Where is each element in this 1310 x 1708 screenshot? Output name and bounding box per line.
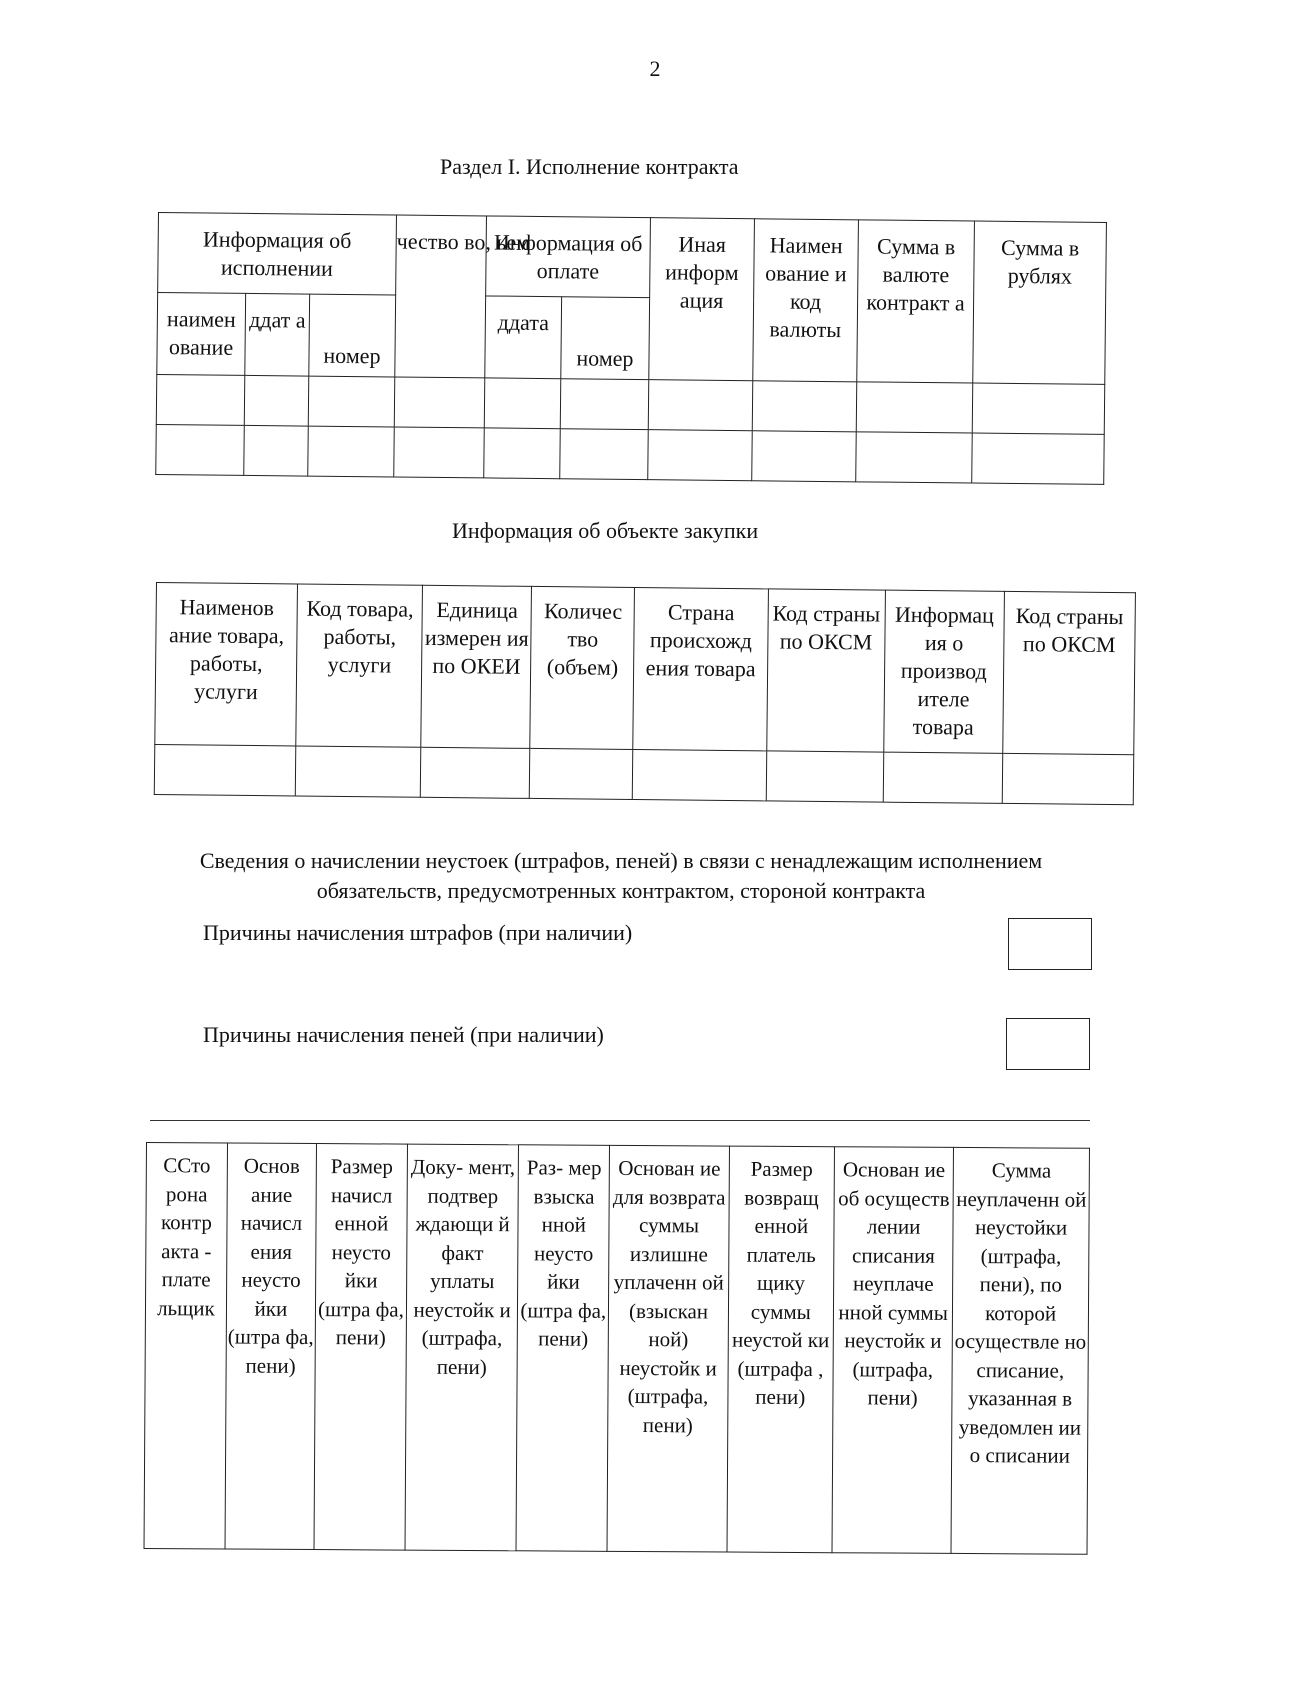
- table-cell[interactable]: [766, 751, 884, 802]
- header-refund-basis: Основан ие для возврата суммы излишне уплаченн ой (взыскан ной) неустойк и (штрафа, пени): [607, 1145, 729, 1552]
- penalties-table: [144, 1142, 1090, 1555]
- table-cell[interactable]: [394, 377, 485, 428]
- penalties-title: Сведения о начислении неустоек (штрафов, пеней) в связи с ненадлежащим исполнением обязательств, предусмотренных контрактом, стороной контракта: [199, 848, 1043, 903]
- table-cell[interactable]: [972, 383, 1105, 434]
- header-payer-party: ССто рона контр акта - плате льщик: [144, 1143, 227, 1549]
- header-accrual-basis: Основ ание начисл ения неусто йки (штра фа, пени): [225, 1143, 317, 1550]
- procurement-object-title: Информация об объекте закупки: [452, 518, 759, 543]
- header-writeoff-basis: Основан ие об осуществ лении списания неуплаче нной суммы неустойк и (штрафа, пени): [832, 1147, 954, 1554]
- penalties-reason-box[interactable]: [1006, 1018, 1090, 1070]
- contract-execution-table: [155, 212, 1107, 485]
- divider: [150, 1120, 1090, 1121]
- table-cell[interactable]: [560, 429, 649, 480]
- table-cell[interactable]: [244, 375, 309, 426]
- header-currency: Наимен ование и код валюты: [753, 219, 859, 382]
- table-cell[interactable]: [1002, 753, 1134, 804]
- header-manufacturer-info: Информац ия о производ ителе товара: [883, 590, 1004, 753]
- procurement-object-table: [154, 582, 1136, 805]
- header-pay-number: номер: [561, 297, 650, 380]
- header-item-name: Наименов ание товара, работы, услуги: [155, 583, 298, 746]
- header-writeoff-amount: Сумма неуплаченн ой неустойки (штрафа, пени), по которой осуществле но списание, указанная в уведомлен ии о списании: [951, 1147, 1089, 1554]
- table-cell[interactable]: [156, 374, 245, 425]
- table-cell[interactable]: [308, 426, 395, 477]
- header-name: наимен ование: [157, 293, 246, 376]
- table-cell[interactable]: [856, 382, 973, 433]
- header-refunded-amount: Размер возвращ енной платель щику суммы неустой ки (штрафа , пени): [727, 1146, 835, 1553]
- penalties-reason-label: Причины начисления пеней (при наличии): [203, 1022, 604, 1047]
- table-cell[interactable]: [633, 750, 767, 801]
- table-cell[interactable]: [156, 424, 245, 475]
- header-other-info: Иная информ ация: [649, 218, 755, 381]
- header-quantity: Количес тво (объем): [530, 586, 635, 749]
- header-number: номер: [309, 294, 396, 377]
- header-sum-currency: Сумма в валюте контракт а: [857, 220, 975, 383]
- table-row: [156, 424, 1104, 484]
- table-cell[interactable]: [484, 378, 561, 429]
- header-collected-amount: Раз- мер взыска нной неусто йки (штра фа, пени): [516, 1145, 610, 1552]
- header-origin-country: Страна происхожд ения товара: [633, 588, 768, 751]
- fines-reason-box[interactable]: [1008, 918, 1092, 970]
- section-1-title: Раздел I. Исполнение контракта: [440, 154, 739, 179]
- table-cell[interactable]: [752, 381, 857, 432]
- table-cell[interactable]: [648, 430, 753, 481]
- header-country-code: Код страны по ОКСМ: [766, 589, 885, 752]
- header-pay-date: ддата: [485, 296, 562, 379]
- table-cell[interactable]: [648, 380, 753, 431]
- table-cell[interactable]: [296, 746, 422, 797]
- fines-reason-label: Причины начисления штрафов (при наличии): [203, 920, 633, 945]
- header-payment-info: Информация об оплате: [486, 216, 651, 298]
- header-date: ддат а: [245, 293, 310, 376]
- header-payment-document: Доку- мент, подтвер ждающи й факт уплаты неустойк и (штрафа, пени): [405, 1144, 519, 1551]
- table-cell[interactable]: [154, 744, 296, 795]
- table-cell[interactable]: [560, 379, 649, 430]
- table-cell[interactable]: [484, 428, 561, 479]
- table-cell[interactable]: [856, 432, 973, 483]
- table-cell[interactable]: [394, 427, 485, 478]
- header-item-code: Код товара, работы, услуги: [296, 584, 423, 747]
- header-sum-rub: Сумма в рублях: [973, 221, 1107, 384]
- table-cell[interactable]: [752, 431, 857, 482]
- table-cell[interactable]: [972, 433, 1105, 484]
- table-cell[interactable]: [244, 425, 309, 476]
- table-cell[interactable]: [530, 748, 633, 799]
- page-number: 2: [649, 56, 661, 81]
- header-quantity: чество во, ьем: [395, 215, 487, 378]
- header-manufacturer-country-code: Код страны по ОКСМ: [1003, 591, 1136, 754]
- table-cell[interactable]: [308, 376, 395, 427]
- table-cell[interactable]: [883, 752, 1003, 803]
- table-row: [154, 744, 1133, 804]
- header-accrued-amount: Размер начисл енной неусто йки (штра фа, пени): [314, 1144, 408, 1551]
- header-unit: Единица измерен ия по ОКЕИ: [421, 585, 532, 748]
- table-cell[interactable]: [421, 747, 531, 798]
- header-execution-info: Информация об исполнении: [158, 213, 397, 295]
